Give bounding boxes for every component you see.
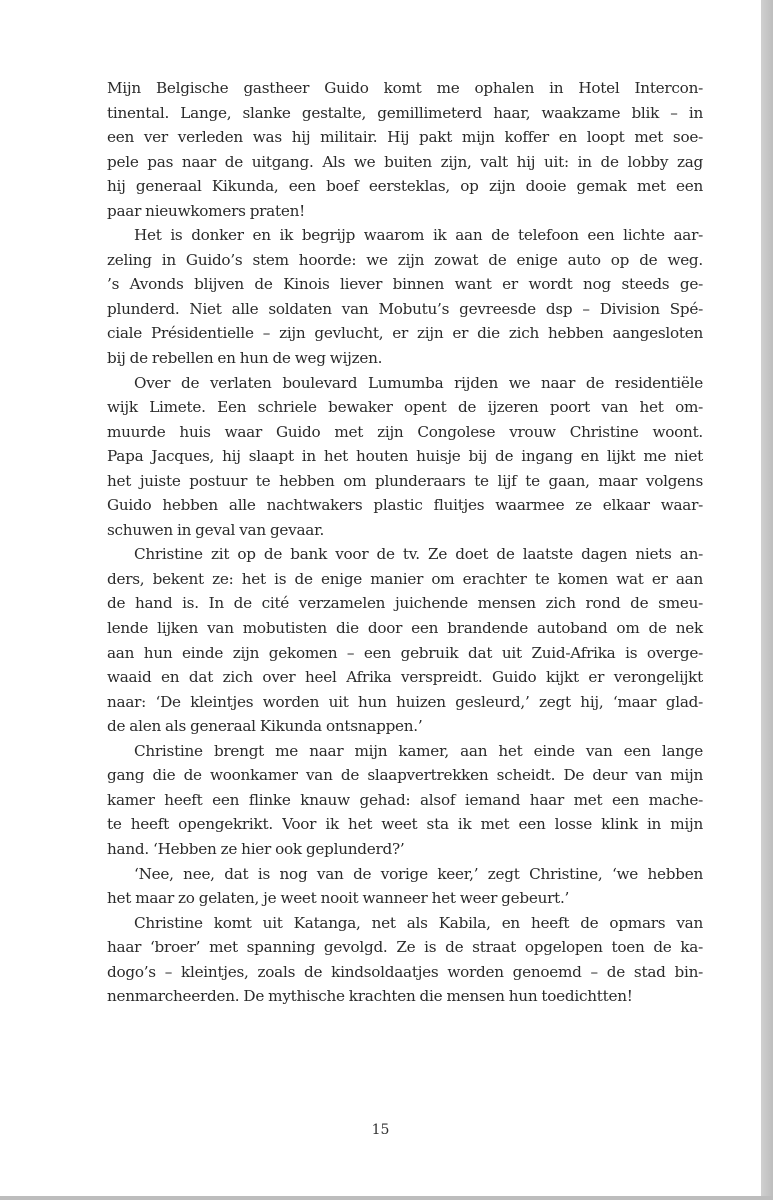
text-line [107, 960, 703, 985]
line-text: schuwen in geval van gevaar. [107, 520, 325, 539]
line-text: kamer heeft een flinke knauw gehad: alsof iemand haar met een mache- [107, 790, 703, 809]
text-line [107, 591, 703, 616]
text-line [107, 199, 703, 224]
text-line [107, 321, 703, 346]
line-text: Over de verlaten boulevard Lumumba rijden we naar de residentiële [134, 373, 703, 392]
text-line [107, 739, 703, 764]
line-text: gang die de woonkamer van de slaapvertrekken scheidt. De deur van mijn [107, 766, 703, 785]
line-text: muurde huis waar Guido met zijn Congolese vrouw Christine woont. [107, 422, 703, 441]
line-text: ‘Nee, nee, dat is nog van de vorige keer,’ zegt Christine, ‘we hebben [134, 864, 703, 883]
page-edge-shadow [761, 0, 773, 1200]
text-line [107, 616, 703, 641]
paragraph [107, 371, 703, 543]
text-line [107, 690, 703, 715]
text-line [107, 444, 703, 469]
page-number: 15 [371, 1122, 390, 1138]
text-line [107, 346, 703, 371]
line-text: plunderd. Niet alle soldaten van Mobutu’s gevreesde dsp – Division Spé- [107, 299, 703, 318]
line-text: tinental. Lange, slanke gestalte, gemillimeterd haar, waakzame blik – in [107, 103, 703, 122]
line-text: Christine brengt me naar mijn kamer, aan het einde van een lange [134, 741, 703, 760]
text-line [107, 862, 703, 887]
line-text: hand. ‘Hebben ze hier ook geplunderd?’ [107, 839, 405, 858]
text-line [107, 763, 703, 788]
text-line [107, 837, 703, 862]
line-text: ciale Présidentielle – zijn gevlucht, er zijn er die zich hebben aangesloten [107, 324, 703, 343]
line-text: pele pas naar de uitgang. Als we buiten zijn, valt hij uit: in de lobby zag [107, 152, 703, 171]
line-text: het maar zo gelaten, je weet nooit wanneer het weer gebeurt.’ [107, 889, 570, 908]
line-text: ’s Avonds blijven de Kinois liever binnen want er wordt nog steeds ge- [107, 275, 703, 294]
paragraph [107, 76, 703, 223]
text-line [107, 665, 703, 690]
line-text: Mijn Belgische gastheer Guido komt me ophalen in Hotel Intercon- [107, 79, 703, 97]
text-line [107, 395, 703, 420]
text-line [107, 125, 703, 150]
line-text: de alen als generaal Kikunda ontsnappen.’ [107, 717, 423, 736]
line-text: het juiste postuur te hebben om plunderaars te lijf te gaan, maar volgens [107, 471, 703, 490]
text-line [107, 150, 703, 175]
text-line [107, 101, 703, 126]
line-text: lende lijken van mobutisten die door een brandende autoband om de nek [107, 619, 703, 638]
line-text: Het is donker en ik begrijp waarom ik aan de telefoon een lichte aar- [134, 226, 703, 245]
text-line [107, 911, 703, 936]
line-text: naar: ‘De kleintjes worden uit hun huizen gesleurd,’ zegt hij, ‘maar glad- [107, 692, 703, 711]
line-text: zeling in Guido’s stem hoorde: we zijn zowat de enige auto op de weg. [107, 250, 703, 269]
text-line [107, 812, 703, 837]
text-line [107, 297, 703, 322]
text-line [107, 935, 703, 960]
line-text: aan hun einde zijn gekomen – een gebruik dat uit Zuid-Afrika is overge- [107, 643, 703, 662]
line-text: een ver verleden was hij militair. Hij pakt mijn koffer en loopt met soe- [107, 128, 703, 147]
text-line [107, 714, 703, 739]
text-line [107, 984, 703, 1009]
line-text: Papa Jacques, hij slaapt in het houten huisje bij de ingang en lijkt me niet [107, 447, 703, 466]
line-text: de hand is. In de cité verzamelen juichende mensen zich rond de smeu- [107, 594, 703, 613]
text-line [107, 493, 703, 518]
text-line [107, 272, 703, 297]
line-text: paar nieuwkomers praten! [107, 201, 305, 220]
page-bottom-shadow [0, 1196, 773, 1200]
paragraph [107, 862, 703, 911]
line-text: bij de rebellen en hun de weg wijzen. [107, 349, 383, 368]
line-text: haar ‘broer’ met spanning gevolgd. Ze is de straat opgelopen toen de ka- [107, 938, 703, 957]
line-text: ders, bekent ze: het is de enige manier om erachter te komen wat er aan [107, 569, 703, 588]
line-text: te heeft opengekrikt. Voor ik het weet sta ik met een losse klink in mijn [107, 815, 703, 834]
text-line [107, 518, 703, 543]
line-text: wijk Limete. Een schriele bewaker opent de ijzeren poort van het om- [107, 398, 703, 417]
line-text: waaid en dat zich over heel Afrika verspreidt. Guido kijkt er verongelijkt [107, 668, 703, 687]
text-line [107, 420, 703, 445]
body-text [107, 76, 703, 1009]
paragraph [107, 911, 703, 1009]
text-line [107, 248, 703, 273]
text-line [107, 223, 703, 248]
paragraph [107, 223, 703, 370]
paragraph [107, 739, 703, 862]
text-line [107, 469, 703, 494]
line-text: Christine komt uit Katanga, net als Kabila, en heeft de opmars van [134, 913, 703, 932]
line-text: nenmarcheerden. De mythische krachten die mensen hun toedichtten! [107, 987, 633, 1006]
paragraph [107, 542, 703, 738]
text-line [107, 542, 703, 567]
line-text: Guido hebben alle nachtwakers plastic fluitjes waarmee ze elkaar waar- [107, 496, 703, 515]
text-line [107, 371, 703, 396]
text-line [107, 641, 703, 666]
text-line [107, 788, 703, 813]
line-text: Christine zit op de bank voor de tv. Ze doet de laatste dagen niets an- [134, 545, 703, 564]
text-line [107, 76, 703, 101]
text-line [107, 174, 703, 199]
text-line [107, 567, 703, 592]
line-text: hij generaal Kikunda, een boef eersteklas, op zijn dooie gemak met een [107, 177, 703, 196]
text-line [107, 886, 703, 911]
line-text: dogo’s – kleintjes, zoals de kindsoldaatjes worden genoemd – de stad bin- [107, 962, 703, 981]
